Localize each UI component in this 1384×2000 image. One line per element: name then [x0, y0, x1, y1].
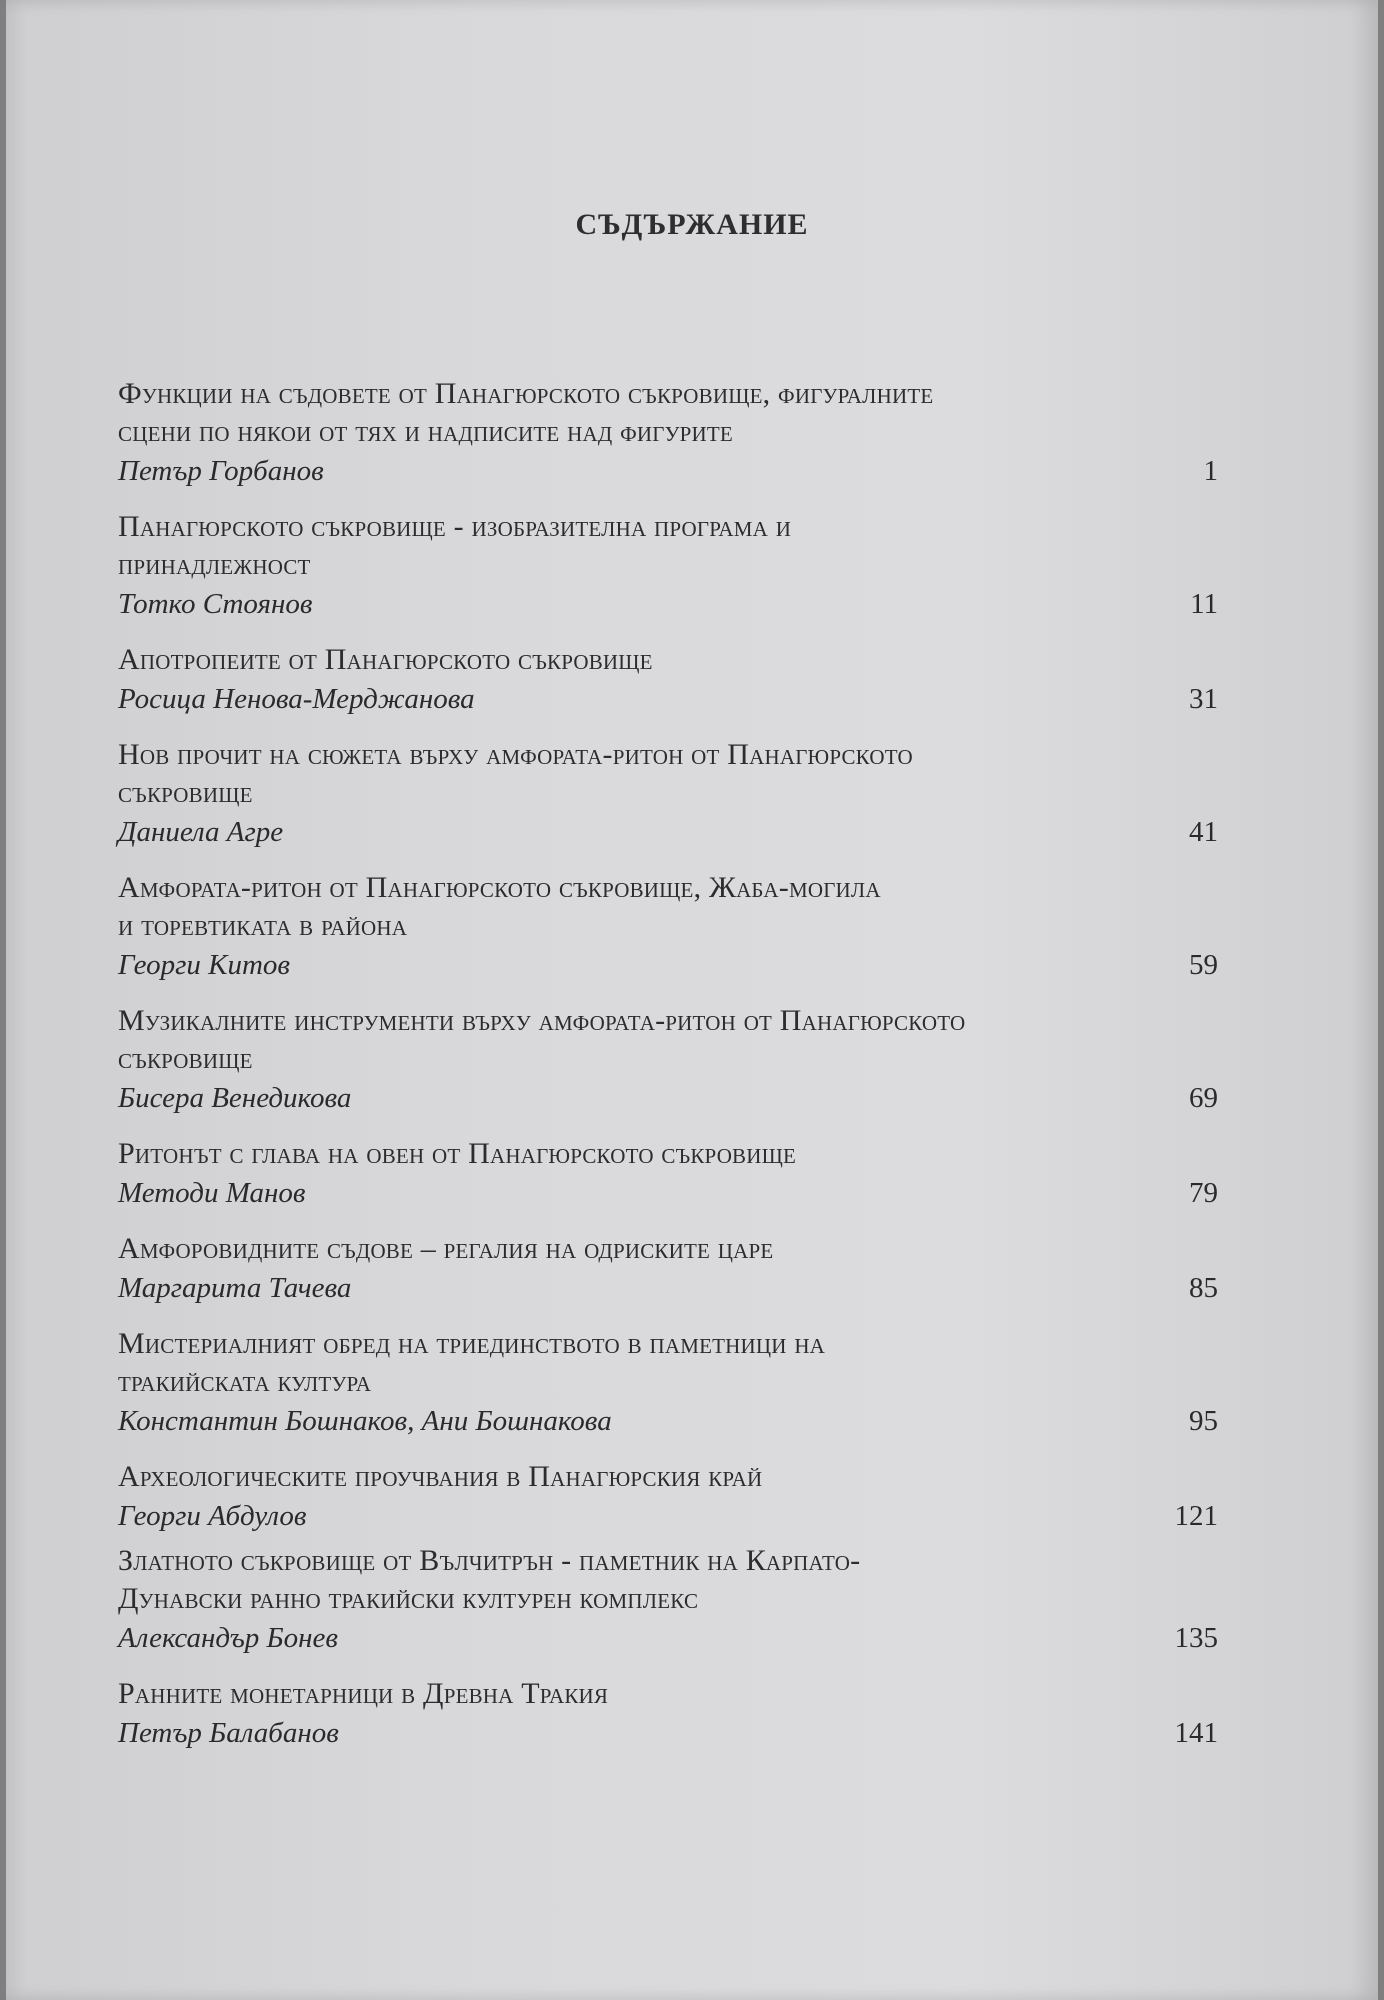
entry-author: Маргарита Тачева — [118, 1272, 352, 1304]
entry-page-number: 141 — [1174, 1717, 1218, 1749]
table-of-contents — [118, 375, 1218, 1753]
toc-entry — [118, 1230, 1218, 1308]
author-row — [118, 1713, 1218, 1753]
author-row — [118, 1618, 1218, 1658]
author-row — [118, 1268, 1218, 1308]
toc-entry — [118, 1675, 1218, 1753]
author-row — [118, 1173, 1218, 1213]
entry-page-number: 135 — [1174, 1622, 1218, 1654]
author-row — [118, 1496, 1218, 1536]
entry-title-line: Амфората-ритон от Панагюрското съкровище, Жаба-могила — [118, 871, 881, 904]
toc-entry — [118, 736, 1218, 852]
contents-heading: СЪДЪРЖАНИЕ — [575, 208, 809, 241]
entry-title-line: Панагюрското съкровище - изобразителна програма и — [118, 510, 792, 543]
entry-author: Георги Китов — [118, 949, 290, 981]
entry-page-number: 1 — [1203, 455, 1218, 487]
toc-entry — [118, 641, 1218, 719]
author-row — [118, 1401, 1218, 1441]
entry-author: Александър Бонев — [118, 1622, 338, 1654]
toc-entry — [118, 1325, 1218, 1441]
toc-entry — [118, 869, 1218, 985]
entry-page-number: 79 — [1189, 1177, 1218, 1209]
entry-title-line: принадлежност — [118, 548, 311, 581]
toc-entry — [118, 1002, 1218, 1118]
entry-author: Георги Абдулов — [118, 1500, 307, 1532]
author-row — [118, 451, 1218, 491]
entry-author: Константин Бошнаков, Ани Бошнакова — [118, 1405, 612, 1437]
entry-title-line: Златното съкровище от Вълчитрън - паметник на Карпато- — [118, 1544, 861, 1577]
entry-page-number: 41 — [1189, 816, 1218, 848]
entry-title-line: сцени по някои от тях и надписите над фигурите — [118, 415, 733, 448]
entry-author: Тотко Стоянов — [118, 588, 313, 620]
entry-page-number: 11 — [1190, 588, 1218, 620]
author-row — [118, 1078, 1218, 1118]
entry-title-line: Музикалните инструменти върху амфората-ритон от Панагюрското — [118, 1004, 966, 1037]
entry-title-line: Дунавски ранно тракийски културен комплекс — [118, 1582, 699, 1615]
entry-title-line: Ритонът с глава на овен от Панагюрското съкровище — [118, 1137, 797, 1170]
entry-title-line: Археологическите проучвания в Панагюрския край — [118, 1460, 763, 1493]
entry-page-number: 85 — [1189, 1272, 1218, 1304]
author-row — [118, 945, 1218, 985]
entry-title-line: Амфоровидните съдове – регалия на одриските царе — [118, 1232, 774, 1265]
entry-title-line: Ранните монетарници в Древна Тракия — [118, 1677, 609, 1710]
toc-entry — [118, 1542, 1218, 1658]
entry-title-line: съкровище — [118, 776, 253, 809]
toc-entry — [118, 375, 1218, 491]
entry-author: Росица Ненова-Мерджанова — [118, 683, 475, 715]
entry-page-number: 59 — [1189, 949, 1218, 981]
author-row — [118, 679, 1218, 719]
entry-title-line: Апотропеите от Панагюрското съкровище — [118, 643, 653, 676]
entry-author: Даниела Агре — [118, 816, 284, 848]
entry-author: Бисера Венедикова — [118, 1082, 352, 1114]
author-row — [118, 584, 1218, 624]
entry-title-line: Мистериалният обред на триединството в паметници на — [118, 1327, 826, 1360]
entry-page-number: 69 — [1189, 1082, 1218, 1114]
toc-entry — [118, 508, 1218, 624]
entry-page-number: 95 — [1189, 1405, 1218, 1437]
entry-title-line: тракийската култура — [118, 1365, 372, 1398]
entry-title-line: и торевтиката в района — [118, 909, 408, 942]
entry-page-number: 121 — [1174, 1500, 1218, 1532]
toc-entry — [118, 1458, 1218, 1536]
book-page — [6, 0, 1378, 2000]
author-row — [118, 812, 1218, 852]
entry-page-number: 31 — [1189, 683, 1218, 715]
entry-title-line: съкровище — [118, 1042, 253, 1075]
entry-title-line: Функции на съдовете от Панагюрското съкровище, фигуралните — [118, 377, 934, 410]
entry-author: Методи Манов — [118, 1177, 306, 1209]
toc-entry — [118, 1135, 1218, 1213]
entry-title-line: Нов прочит на сюжета върху амфората-ритон от Панагюрското — [118, 738, 913, 771]
entry-author: Петър Горбанов — [118, 455, 324, 487]
entry-author: Петър Балабанов — [118, 1717, 339, 1749]
